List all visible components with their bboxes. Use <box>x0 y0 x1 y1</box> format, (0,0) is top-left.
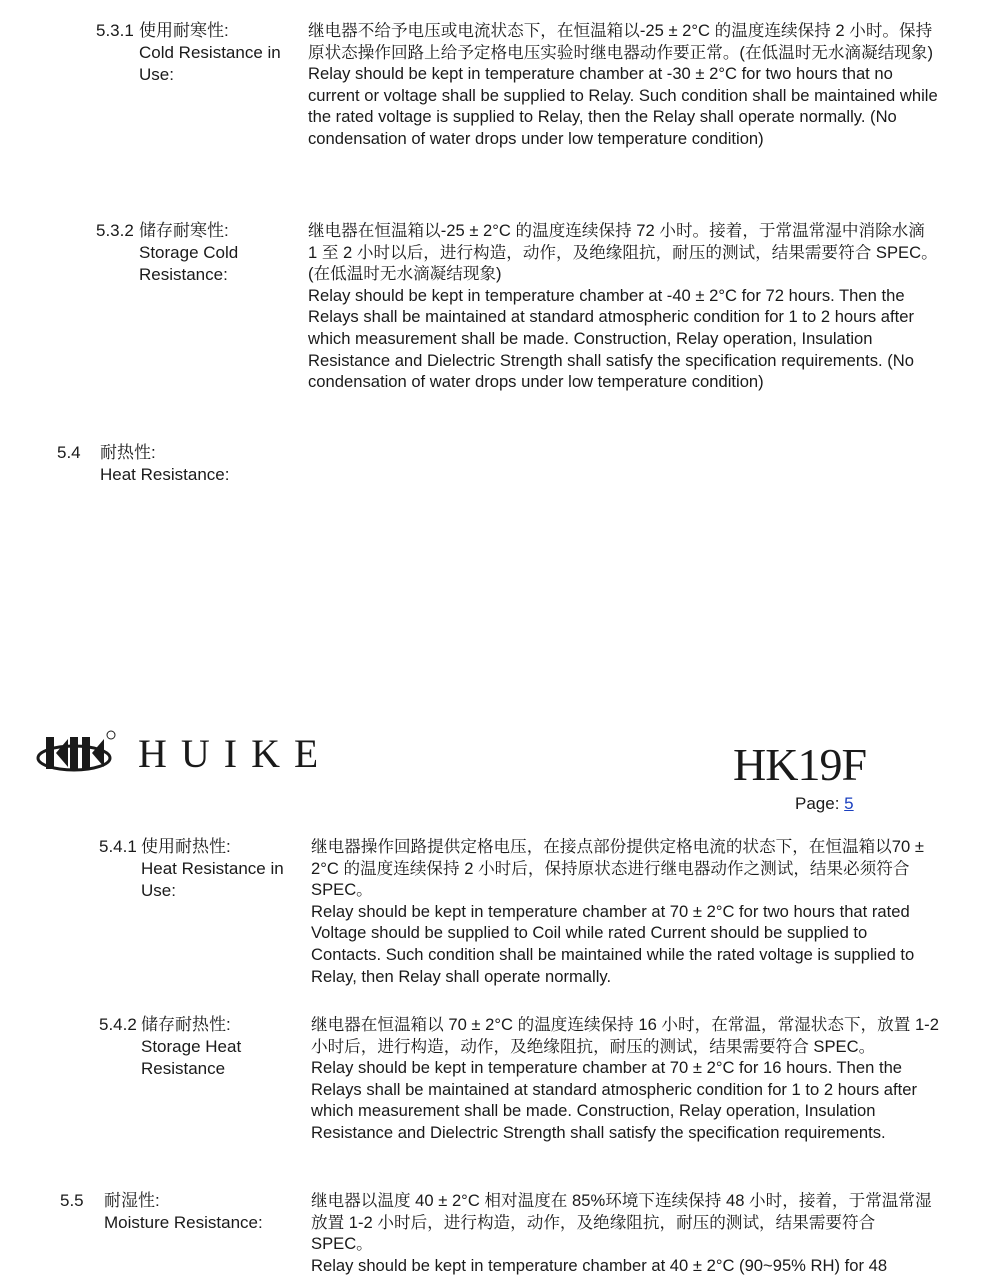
section-number: 5.4.1 <box>99 837 137 856</box>
section-body <box>308 20 938 150</box>
section-title-en: Cold Resistance in Use: <box>139 43 281 84</box>
section-body-zh: 继电器操作回路提供定格电压，在接点部份提供定格电流的状态下，在恒温箱以70 ± 2°C 的温度连续保持 2 小时后，保持原状态进行继电器动作之测试，结果必须符合 SPEC。 <box>311 837 924 900</box>
section-title-en: Storage Heat Resistance <box>141 1037 242 1078</box>
section-number: 5.5 <box>60 1191 84 1210</box>
huike-logo <box>36 727 316 777</box>
section-title-en: Moisture Resistance: <box>104 1213 263 1232</box>
section-body-en: Relay should be kept in temperature chamber at -40 ± 2°C for 72 hours. Then the Relays shall be maintained at standard atmospheric condition for 1 to 2 hours after which measurement shall be made. Construction, Relay operation, Insulation Resistance and Dielectric Strength shall satisfy the specification requirements. (No condensation of water drops under low temperature condition) <box>308 285 915 392</box>
section-title-zh: 使用耐寒性: <box>139 21 229 40</box>
section-number: 5.3.1 <box>96 21 134 40</box>
section-number: 5.4 <box>57 443 81 462</box>
section-title <box>100 442 300 486</box>
page-number-link[interactable]: 5 <box>844 794 854 813</box>
section-body <box>311 1014 941 1144</box>
section-body-en: Relay should be kept in temperature chamber at 70 ± 2°C for two hours that rated Voltage should be supplied to Coil while rated Current should be supplied to Contacts. Such condition shall be maintained while the rated voltage is supplied to Relay, then Relay shall operate normally. <box>311 901 915 986</box>
section-body-en: Relay should be kept in temperature chamber at 70 ± 2°C for 16 hours. Then the Relays shall be maintained at standard atmospheric condition for 1 to 2 hours after which measurement shall be made. Construction, Relay operation, Insulation Resistance and Dielectric Strength shall satisfy the specification requirements. <box>311 1058 918 1142</box>
section-title <box>141 836 296 902</box>
section-body-zh: 继电器以温度 40 ± 2°C 相对温度在 85%环境下连续保持 48 小时，接着，于常温常湿放置 1-2 小时后，进行构造，动作，及绝缘阻抗，耐压的测试，结果需要符合 SPEC。 <box>311 1191 932 1254</box>
section-body-zh: 继电器在恒温箱以 70 ± 2°C 的温度连续保持 16 小时，在常温，常湿状态下，放置 1-2 小时后，进行构造，动作，及绝缘阻抗，耐压的测试，结果需要符合 SPEC。 <box>311 1015 939 1056</box>
section-title-zh: 储存耐热性: <box>141 1015 231 1034</box>
page-label: Page: <box>795 794 840 813</box>
section-title <box>141 1014 266 1080</box>
model-title: HK19F <box>733 739 867 790</box>
section-number: 5.4.2 <box>99 1015 137 1034</box>
page-indicator <box>795 793 854 815</box>
section-title-en: Heat Resistance: <box>100 465 230 484</box>
section-title-en: Heat Resistance in Use: <box>141 859 284 900</box>
section-title-zh: 耐热性: <box>100 443 156 462</box>
section-title-zh: 使用耐热性: <box>141 837 231 856</box>
section-body-en: Relay should be kept in temperature chamber at -30 ± 2°C for two hours that no current or voltage shall be supplied to Relay. Such condition shall be maintained while the rated voltage is supplied to Relay, then the Relay shall operate normally. (No condensation of water drops under low temperature condition) <box>308 64 938 148</box>
section-body-zh: 继电器在恒温箱以-25 ± 2°C 的温度连续保持 72 小时。接着，于常温常湿中消除水滴 1 至 2 小时以后，进行构造，动作，及绝缘阻抗，耐压的测试，结果需要符合 SPEC。(在低温时无水滴凝结现象) <box>308 221 938 284</box>
section-body <box>311 836 941 987</box>
section-title <box>104 1190 304 1234</box>
section-title <box>139 20 294 86</box>
section-body <box>308 220 938 393</box>
brand-name: HUIKE <box>138 731 316 776</box>
section-body-zh: 继电器不给予电压或电流状态下，在恒温箱以-25 ± 2°C 的温度连续保持 2 小时。保持原状态操作回路上给予定格电压实验时继电器动作要正常。(在低温时无水滴凝结现象) <box>308 21 934 62</box>
section-title-zh: 耐湿性: <box>104 1191 160 1210</box>
section-body <box>311 1190 941 1276</box>
huike-logo-icon <box>36 727 316 777</box>
section-title-en: Storage Cold Resistance: <box>139 243 239 284</box>
section-title <box>139 220 259 286</box>
section-title-zh: 储存耐寒性: <box>139 221 229 240</box>
section-number: 5.3.2 <box>96 221 134 240</box>
section-body-en: Relay should be kept in temperature chamber at 40 ± 2°C (90~95% RH) for 48 <box>311 1255 888 1275</box>
